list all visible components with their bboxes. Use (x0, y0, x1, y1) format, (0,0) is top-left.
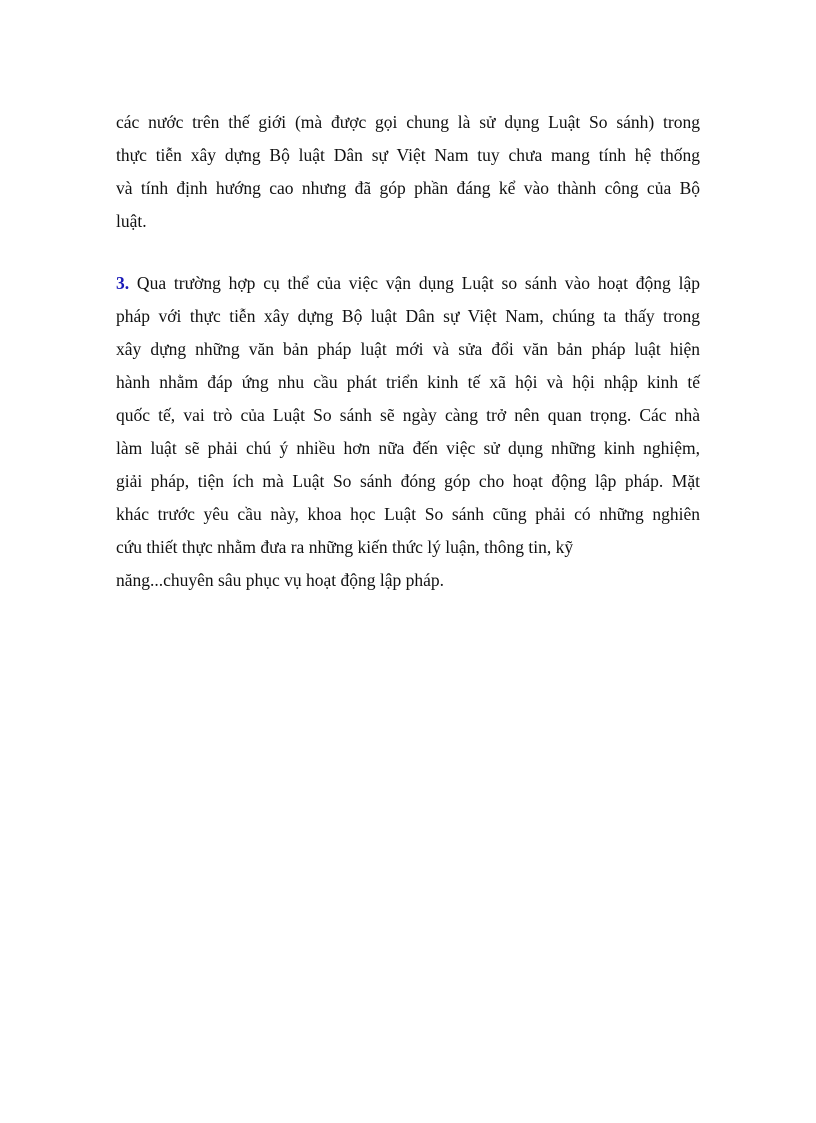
paragraph-line: xây dựng những văn bản pháp luật mới và sửa đổi văn bản pháp luật hiện (116, 339, 700, 359)
paragraph-line: cứu thiết thực nhằm đưa ra những kiến thức lý luận, thông tin, kỹ (116, 537, 574, 557)
paragraph-line: năng...chuyên sâu phục vụ hoạt động lập pháp. (116, 570, 445, 590)
paragraph-line: hành nhằm đáp ứng nhu cầu phát triển kinh tế xã hội và hội nhập kinh tế (116, 372, 700, 392)
paragraph-line: làm luật sẽ phải chú ý nhiều hơn nữa đến việc sử dụng những kinh nghiệm, (116, 438, 700, 458)
paragraph-line: pháp với thực tiễn xây dựng Bộ luật Dân sự Việt Nam, chúng ta thấy trong (116, 306, 700, 326)
paragraph-line: và tính định hướng cao nhưng đã góp phần đáng kể vào thành công của Bộ (116, 178, 700, 198)
paragraph-line: quốc tế, vai trò của Luật So sánh sẽ ngày càng trở nên quan trọng. Các nhà (116, 405, 700, 425)
paragraph-line: luật. (116, 211, 147, 231)
paragraph-line: khác trước yêu cầu này, khoa học Luật So sánh cũng phải có những nghiên (116, 504, 700, 524)
paragraph-line-text: Qua trường hợp cụ thể của việc vận dụng Luật so sánh vào hoạt động lập (129, 273, 700, 293)
paragraph-line: các nước trên thế giới (mà được gọi chung là sử dụng Luật So sánh) trong (116, 112, 700, 132)
paragraph-line: thực tiễn xây dựng Bộ luật Dân sự Việt Nam tuy chưa mang tính hệ thống (116, 145, 700, 165)
paragraph-line: giải pháp, tiện ích mà Luật So sánh đóng góp cho hoạt động lập pháp. Mặt (116, 471, 700, 491)
paragraph-number: 3. (116, 273, 130, 293)
paragraph-line (116, 273, 700, 294)
